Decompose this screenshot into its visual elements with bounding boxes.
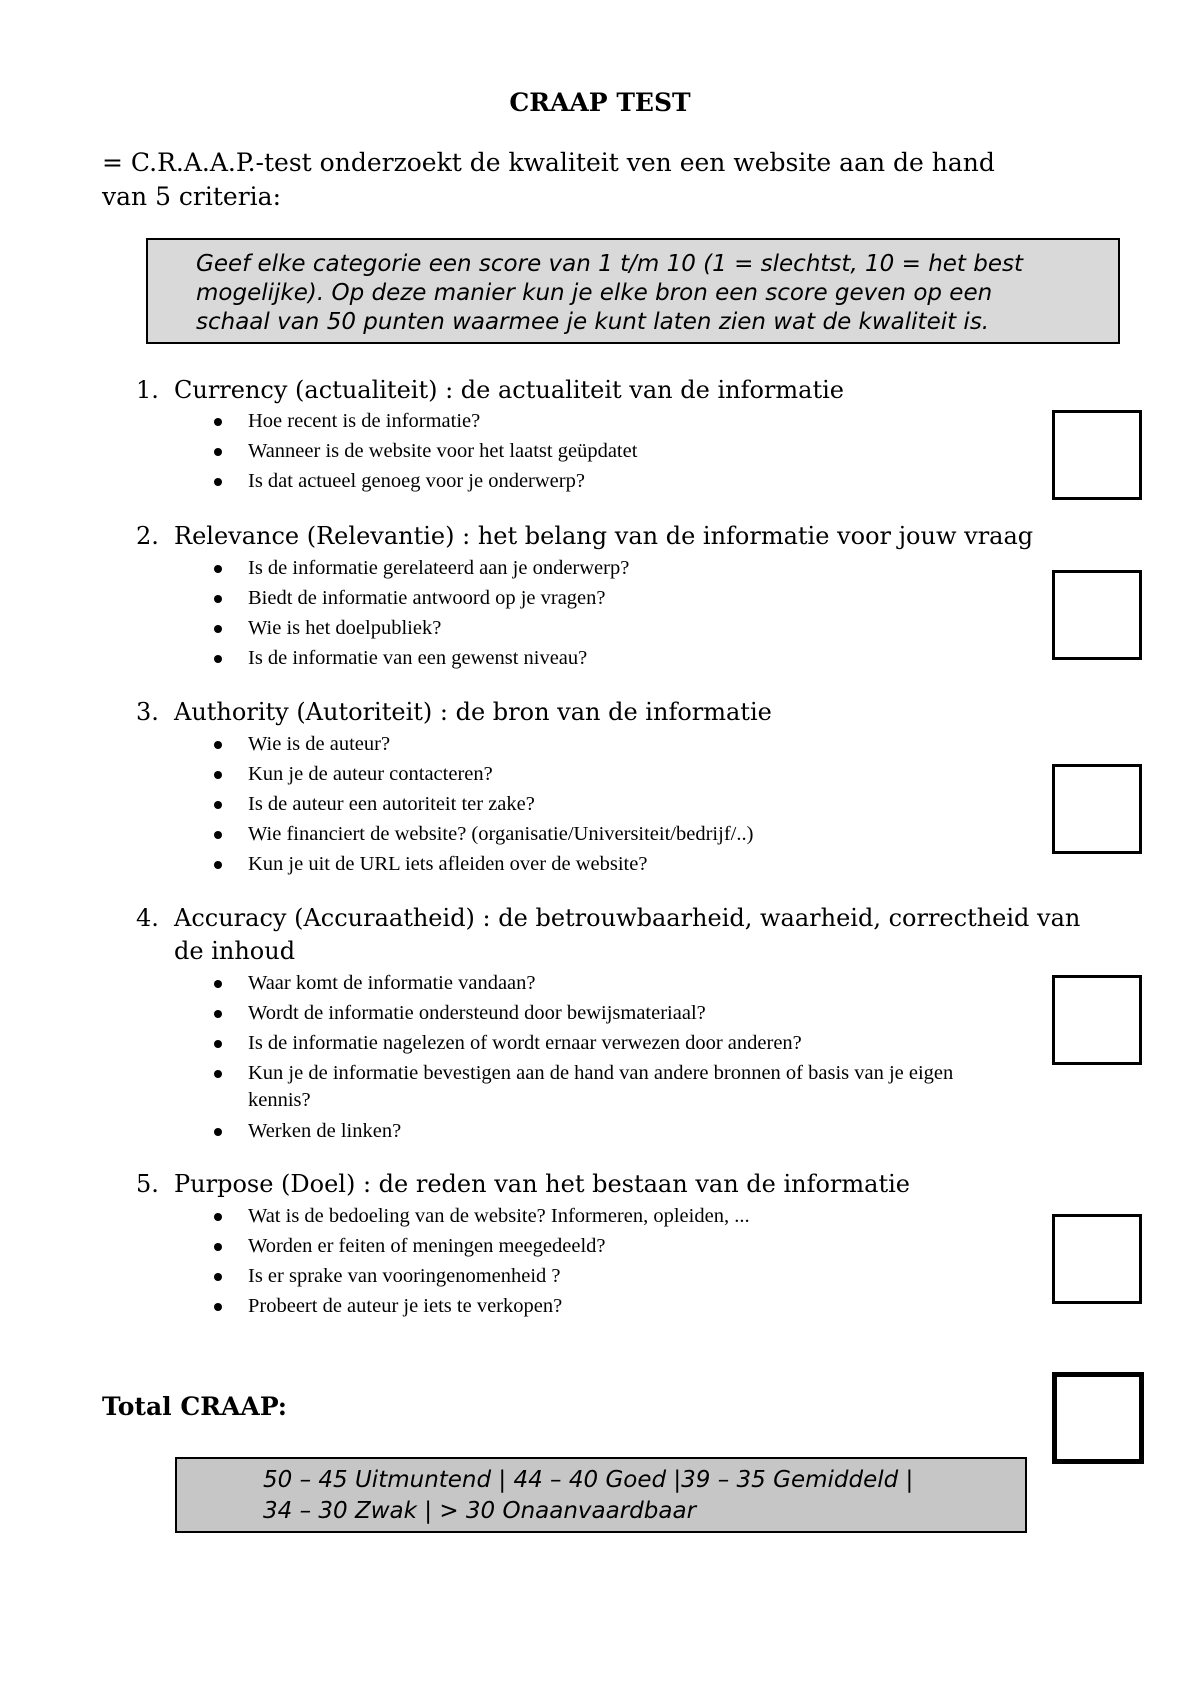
list-item: Biedt de informatie antwoord op je vragen? [214, 583, 1014, 613]
section-1-bullets [214, 406, 1014, 496]
section-5-bullets [214, 1201, 1014, 1321]
bullet-icon [214, 565, 222, 573]
instruction-note: Geef elke categorie een score van 1 t/m 10 (1 = slechtst, 10 = het best mogelijke). Op deze manier kun je elke bron een score geven op een schaal van 50 punten waarmee je kunt laten zien wat de kwaliteit is. [146, 238, 1120, 344]
bullet-icon [214, 655, 222, 663]
list-item: Wordt de informatie ondersteund door bewijsmateriaal? [214, 998, 1014, 1028]
bullet-icon [214, 1303, 222, 1311]
list-item: Kun je de auteur contacteren? [214, 759, 1014, 789]
list-item: Waar komt de informatie vandaan? [214, 968, 1014, 998]
bullet-icon [214, 1243, 222, 1251]
score-scale-legend [175, 1457, 1027, 1533]
bullet-icon [214, 801, 222, 809]
section-4-bullets [214, 968, 1014, 1146]
section-2-heading [136, 520, 1096, 553]
bullet-icon [214, 1273, 222, 1281]
bullet-icon [214, 595, 222, 603]
intro-text: = C.R.A.A.P.-test onderzoekt de kwaliteit ven een website aan de hand van 5 criteria: [102, 148, 995, 211]
bullet-icon [214, 448, 222, 456]
score-box-currency[interactable] [1052, 410, 1142, 500]
section-4-number: 4. [136, 904, 159, 932]
list-item: Is de auteur een autoriteit ter zake? [214, 789, 1014, 819]
section-1-heading [136, 374, 1096, 407]
bullet-icon [214, 1070, 222, 1078]
list-item: Wanneer is de website voor het laatst geüpdatet [214, 436, 1014, 466]
list-item: Is de informatie nagelezen of wordt ernaar verwezen door anderen? [214, 1028, 1014, 1058]
bullet-icon [214, 418, 222, 426]
list-item: Wie financiert de website? (organisatie/Universiteit/bedrijf/..) [214, 819, 1014, 849]
section-1-title: Currency (actualiteit) : de actualiteit van de informatie [174, 376, 844, 404]
score-box-purpose[interactable] [1052, 1214, 1142, 1304]
section-3-heading [136, 696, 1096, 729]
bullet-icon [214, 861, 222, 869]
section-1-number: 1. [136, 376, 159, 404]
section-5-heading [136, 1168, 1096, 1201]
bullet-icon [214, 1128, 222, 1136]
list-item: Kun je uit de URL iets afleiden over de website? [214, 849, 1014, 879]
list-item: Wie is het doelpubliek? [214, 613, 1014, 643]
list-item: Is dat actueel genoeg voor je onderwerp? [214, 466, 1014, 496]
bullet-icon [214, 625, 222, 633]
section-2-number: 2. [136, 522, 159, 550]
list-item: Probeert de auteur je iets te verkopen? [214, 1291, 1014, 1321]
bullet-icon [214, 1040, 222, 1048]
score-box-relevance[interactable] [1052, 570, 1142, 660]
bullet-icon [214, 741, 222, 749]
section-2-bullets [214, 553, 1014, 673]
score-box-authority[interactable] [1052, 764, 1142, 854]
list-item: Hoe recent is de informatie? [214, 406, 1014, 436]
bullet-icon [214, 478, 222, 486]
section-4-heading [136, 902, 1096, 968]
score-box-accuracy[interactable] [1052, 975, 1142, 1065]
section-3-title: Authority (Autoriteit) : de bron van de informatie [174, 698, 772, 726]
bullet-icon [214, 831, 222, 839]
bullet-icon [214, 1213, 222, 1221]
total-label: Total CRAAP: [102, 1392, 287, 1421]
section-4-title: Accuracy (Accuraatheid) : de betrouwbaarheid, waarheid, correctheid van de inhoud [174, 904, 1081, 965]
page-title: CRAAP TEST [509, 88, 691, 117]
scale-line-1: 50 – 45 Uitmuntend | 44 – 40 Goed |39 – 35 Gemiddeld | [263, 1467, 914, 1493]
section-5-number: 5. [136, 1170, 159, 1198]
list-item: Worden er feiten of meningen meegedeeld? [214, 1231, 1014, 1261]
bullet-icon [214, 980, 222, 988]
list-item: Wie is de auteur? [214, 729, 1014, 759]
list-item: Is er sprake van vooringenomenheid ? [214, 1261, 1014, 1291]
score-box-total[interactable] [1052, 1372, 1144, 1464]
bullet-icon [214, 1010, 222, 1018]
list-item: Wat is de bedoeling van de website? Informeren, opleiden, ... [214, 1201, 1014, 1231]
section-5-title: Purpose (Doel) : de reden van het bestaan van de informatie [174, 1170, 910, 1198]
list-item: Werken de linken? [214, 1116, 1014, 1146]
section-3-bullets [214, 729, 1014, 879]
list-item: Kun je de informatie bevestigen aan de hand van andere bronnen of basis van je eigen kennis? [214, 1058, 1014, 1116]
scale-line-2: 34 – 30 Zwak | > 30 Onaanvaardbaar [263, 1498, 697, 1524]
list-item: Is de informatie gerelateerd aan je onderwerp? [214, 553, 1014, 583]
section-2-title: Relevance (Relevantie) : het belang van de informatie voor jouw vraag [174, 522, 1034, 550]
bullet-icon [214, 771, 222, 779]
list-item: Is de informatie van een gewenst niveau? [214, 643, 1014, 673]
section-3-number: 3. [136, 698, 159, 726]
